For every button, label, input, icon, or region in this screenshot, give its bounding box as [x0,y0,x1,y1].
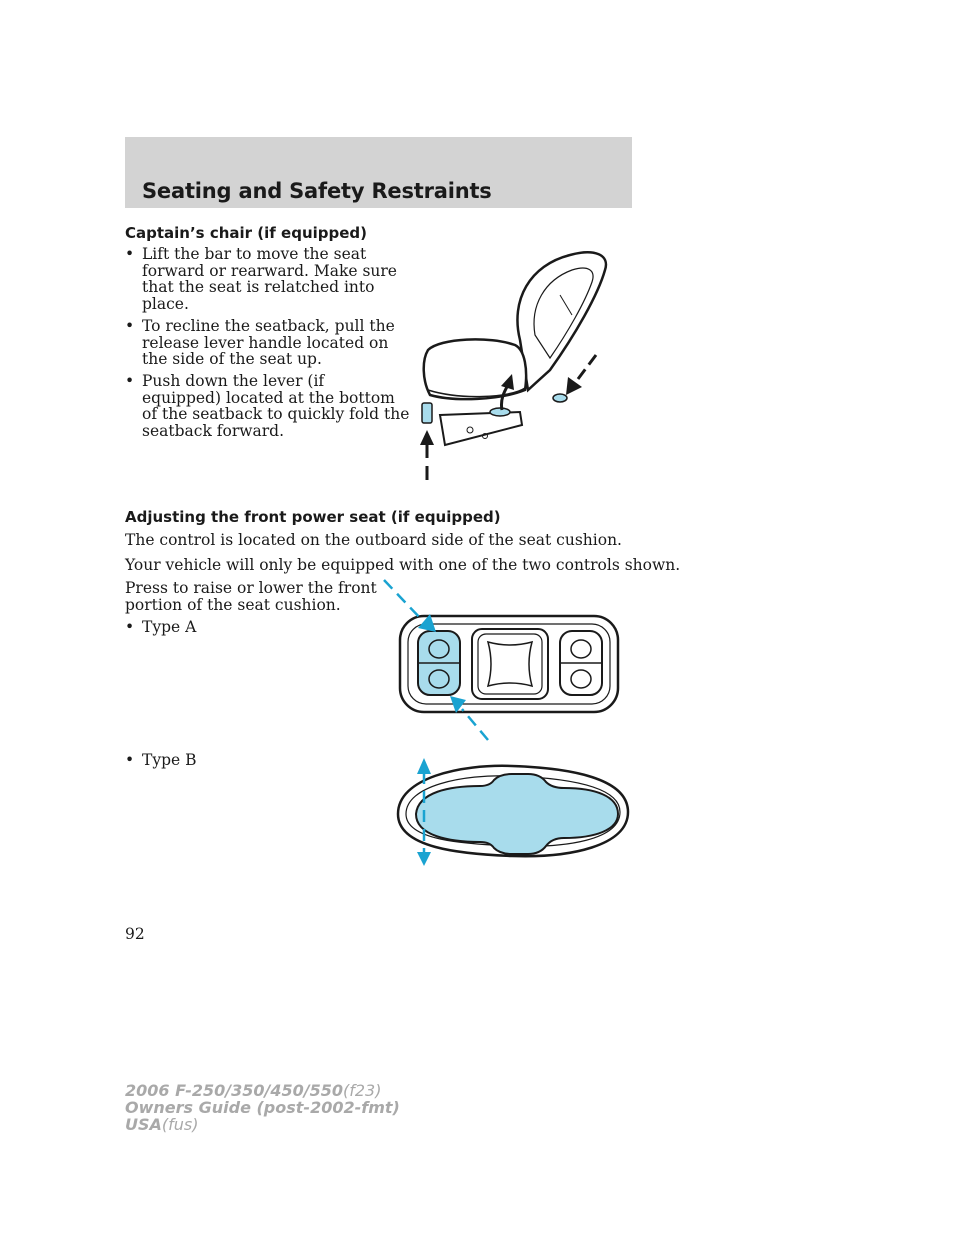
fold-arrow-dash [575,355,596,383]
fold-lever [553,394,567,402]
power-seat-press-text: Press to raise or lower the front portion of the seat cushion. [125,579,377,614]
footer-market-code: (fus) [161,1115,199,1134]
page-number: 92 [125,925,145,943]
switch-up-button [429,640,449,658]
seat-base-shape [440,412,522,445]
type-a-control-illustration [380,576,630,746]
switch-up-button [571,640,591,658]
fold-arrowhead [566,377,582,395]
type-b-label: Type B [142,751,197,769]
down-arrowhead [417,852,431,866]
bullet-dot: • [125,245,135,263]
fore-aft-bar [422,403,432,423]
captains-chair-illustration [400,240,630,490]
footer-model-code: (f23) [343,1081,382,1100]
switch-down-button [429,670,449,688]
document-footer [125,1082,400,1133]
bullet-dot: • [125,372,135,390]
power-seat-location-text: The control is located on the outboard side of the seat cushion. [125,531,622,549]
power-seat-heading: Adjusting the front power seat (if equipped) [125,508,501,526]
center-switch-button [488,642,532,686]
up-arrowhead [417,758,431,774]
type-a-label: Type A [142,618,197,636]
bullet-text: Lift the bar to move the seat forward or rearward. Make sure that the seat is relatched into place. [142,245,397,313]
section-header [125,137,632,208]
footer-model: 2006 F-250/350/450/550 [125,1081,343,1100]
seat-cushion-shape [424,339,526,399]
bullet-dot: • [125,317,135,335]
bullet-dot: • [125,618,135,636]
captains-chair-heading: Captain’s chair (if equipped) [125,224,367,242]
section-title: Seating and Safety Restraints [142,179,492,203]
footer-line-market [125,1116,400,1133]
power-seat-controls-text: Your vehicle will only be equipped with one of the two controls shown. [125,556,681,574]
switch-down-button [571,670,591,688]
bullet-text: Push down the lever (if equipped) located at the bottom of the seatback to quickly fold the seatback forward. [142,372,410,440]
footer-guide: Owners Guide (post-2002-fmt) [125,1098,400,1117]
raise-arrow-dash [384,580,422,620]
type-b-control-illustration [390,756,635,868]
footer-line-guide [125,1099,400,1116]
footer-market: USA [125,1115,162,1134]
lower-arrow-dash [462,709,488,740]
bullet-text: To recline the seatback, pull the release lever handle located on the side of the seat up. [142,317,395,368]
bullet-dot: • [125,751,135,769]
footer-line-model [125,1082,400,1099]
recline-lever [490,408,510,416]
lift-bar-arrowhead [420,430,434,445]
